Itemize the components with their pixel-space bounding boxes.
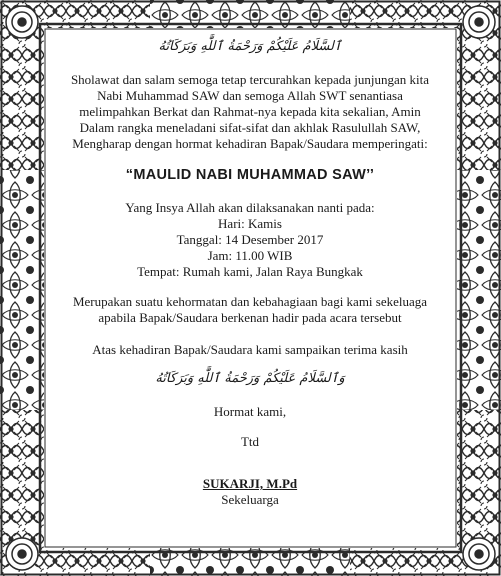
intro-line: Mengharap dengan hormat kehadiran Bapak/Saudara memperingati: xyxy=(72,136,428,151)
event-date: Tanggal: 14 Desember 2017 xyxy=(176,232,324,247)
arabic-greeting-bottom: وَٱلسَّلَامُ عَلَيْكُمْ وَرَحْمَةُ ٱللَّٰهِ وَبَرَكَاتُهُ xyxy=(155,371,345,386)
honor-line: apabila Bapak/Saudara berkenan hadir pada acara tersebut xyxy=(98,310,402,325)
intro-line: melimpahkan Berkat dan Rahmat-nya kepada kita sekalian, Amin xyxy=(79,104,421,119)
signature-mark: Ttd xyxy=(240,434,260,449)
event-day: Hari: Kamis xyxy=(218,216,282,231)
honor-line: Merupakan suatu kehormatan dan kebahagiaan bagi kami sekeluaga xyxy=(72,294,428,309)
invitation-body xyxy=(62,36,438,508)
intro-line: Dalam rangka meneladani sifat-sifat dan akhlak Rasulullah SAW, xyxy=(79,120,421,135)
details-intro: Yang Insya Allah akan dilaksanakan nanti pada: xyxy=(125,200,375,215)
event-details xyxy=(62,200,438,280)
signer-role: Sekeluarga xyxy=(221,492,279,507)
closing-salutation: Hormat kami, xyxy=(213,404,287,419)
arabic-greeting-top: ٱلسَّلَامُ عَلَيْكُمْ وَرَحْمَةُ ٱللَّٰهِ وَبَرَكَاتُهُ xyxy=(158,39,342,54)
thanks-line: Atas kehadiran Bapak/Saudara kami sampaikan terima kasih xyxy=(92,342,408,357)
intro-line: Nabi Muhammad SAW dan semoga Allah SWT senantiasa xyxy=(97,88,403,103)
honor-paragraph xyxy=(62,294,438,326)
event-time: Jam: 11.00 WIB xyxy=(207,248,293,263)
event-place: Tempat: Rumah kami, Jalan Raya Bungkak xyxy=(137,264,363,279)
signer-name: SUKARJI, M.Pd xyxy=(202,476,298,491)
intro-line: Sholawat dan salam semoga tetap tercurahkan kepada junjungan kita xyxy=(70,72,430,87)
intro-paragraph xyxy=(62,72,438,152)
event-title: “MAULID NABI MUHAMMAD SAW’’ xyxy=(125,167,375,183)
